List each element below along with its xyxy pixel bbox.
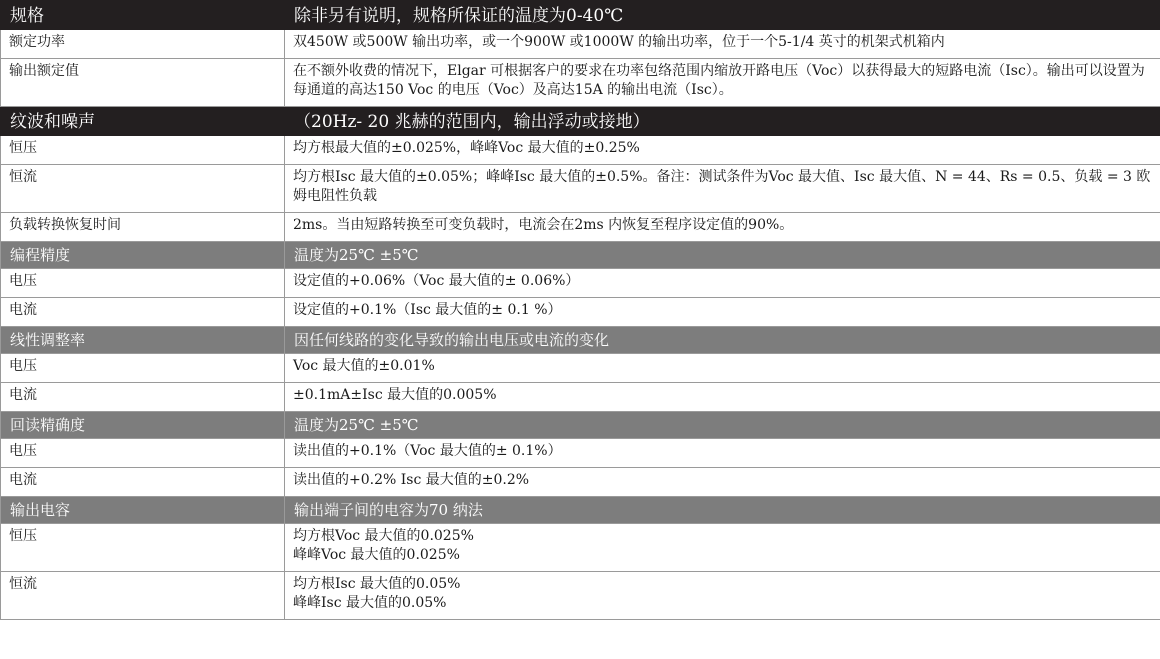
table-row-readback-current xyxy=(1,468,1160,497)
table-row-cc-ripple xyxy=(1,165,1160,213)
row-value: 读出值的+0.1%（Voc 最大值的± 0.1%） xyxy=(285,439,1160,468)
row-value xyxy=(285,572,1160,620)
table-row-line-voltage xyxy=(1,354,1160,383)
row-label: 电流 xyxy=(1,298,285,327)
table-row-cap-cc xyxy=(1,572,1160,620)
row-label: 输出额定值 xyxy=(1,59,285,107)
row-label: 电流 xyxy=(1,383,285,412)
row-value: 设定值的+0.1%（Isc 最大值的± 0.1 %） xyxy=(285,298,1160,327)
table-row-prog-current xyxy=(1,298,1160,327)
row-value: 2ms。当由短路转换至可变负载时，电流会在2ms 内恢复至程序设定值的90%。 xyxy=(285,213,1160,242)
value-line: 均方根Isc 最大值的0.05% xyxy=(293,576,461,592)
section-header-specs xyxy=(1,1,1160,30)
section-header-ripple-noise xyxy=(1,107,1160,136)
subsection-label: 输出电容 xyxy=(1,497,285,524)
table-row-prog-voltage xyxy=(1,269,1160,298)
row-label: 恒压 xyxy=(1,524,285,572)
subsection-note: 因任何线路的变化导致的输出电压或电流的变化 xyxy=(285,327,1160,354)
value-line: 均方根Voc 最大值的0.025% xyxy=(293,528,474,544)
subsection-note: 温度为25℃ ±5℃ xyxy=(285,242,1160,269)
row-value xyxy=(285,524,1160,572)
value-line: 峰峰Isc 最大值的0.05% xyxy=(293,595,447,611)
row-label: 恒压 xyxy=(1,136,285,165)
row-value: 均方根Isc 最大值的±0.05%；峰峰Isc 最大值的±0.5%。备注：测试条件为Voc 最大值、Isc 最大值、N = 44、Rs = 0.5、负载 = 3 欧姆电阻性负载 xyxy=(285,165,1160,213)
row-value: 设定值的+0.06%（Voc 最大值的± 0.06%） xyxy=(285,269,1160,298)
row-label: 电压 xyxy=(1,354,285,383)
row-label: 负载转换恢复时间 xyxy=(1,213,285,242)
section-label: 纹波和噪声 xyxy=(1,107,285,136)
subsection-header-programming-accuracy xyxy=(1,242,1160,269)
table-row-readback-voltage xyxy=(1,439,1160,468)
section-note: 除非另有说明，规格所保证的温度为0-40℃ xyxy=(285,1,1160,30)
row-label: 电压 xyxy=(1,439,285,468)
table-row-rated-power xyxy=(1,30,1160,59)
subsection-header-readback-accuracy xyxy=(1,412,1160,439)
row-value: 读出值的+0.2% Isc 最大值的±0.2% xyxy=(285,468,1160,497)
section-note: （20Hz- 20 兆赫的范围内，输出浮动或接地） xyxy=(285,107,1160,136)
subsection-header-output-capacitance xyxy=(1,497,1160,524)
table-row-output-ratings xyxy=(1,59,1160,107)
table-row-cap-cv xyxy=(1,524,1160,572)
row-value: 均方根最大值的±0.025%，峰峰Voc 最大值的±0.25% xyxy=(285,136,1160,165)
row-label: 恒流 xyxy=(1,572,285,620)
row-value: 在不额外收费的情况下，Elgar 可根据客户的要求在功率包络范围内缩放开路电压（Voc）以获得最大的短路电流（Isc）。输出可以设置为每通道的高达150 Voc 的电压（Voc）及高达15A 的输出电流（Isc）。 xyxy=(285,59,1160,107)
row-value: 双450W 或500W 输出功率，或一个900W 或1000W 的输出功率，位于一个5-1/4 英寸的机架式机箱内 xyxy=(285,30,1160,59)
row-value: ±0.1mA±Isc 最大值的0.005% xyxy=(285,383,1160,412)
table-row-load-recovery xyxy=(1,213,1160,242)
row-label: 电流 xyxy=(1,468,285,497)
row-value: Voc 最大值的±0.01% xyxy=(285,354,1160,383)
table-row-line-current xyxy=(1,383,1160,412)
row-label: 电压 xyxy=(1,269,285,298)
row-label: 恒流 xyxy=(1,165,285,213)
subsection-label: 回读精确度 xyxy=(1,412,285,439)
value-line: 峰峰Voc 最大值的0.025% xyxy=(293,547,460,563)
subsection-label: 编程精度 xyxy=(1,242,285,269)
table-row-cv-ripple xyxy=(1,136,1160,165)
subsection-label: 线性调整率 xyxy=(1,327,285,354)
section-label: 规格 xyxy=(1,1,285,30)
subsection-note: 输出端子间的电容为70 纳法 xyxy=(285,497,1160,524)
subsection-note: 温度为25℃ ±5℃ xyxy=(285,412,1160,439)
row-label: 额定功率 xyxy=(1,30,285,59)
subsection-header-line-regulation xyxy=(1,327,1160,354)
